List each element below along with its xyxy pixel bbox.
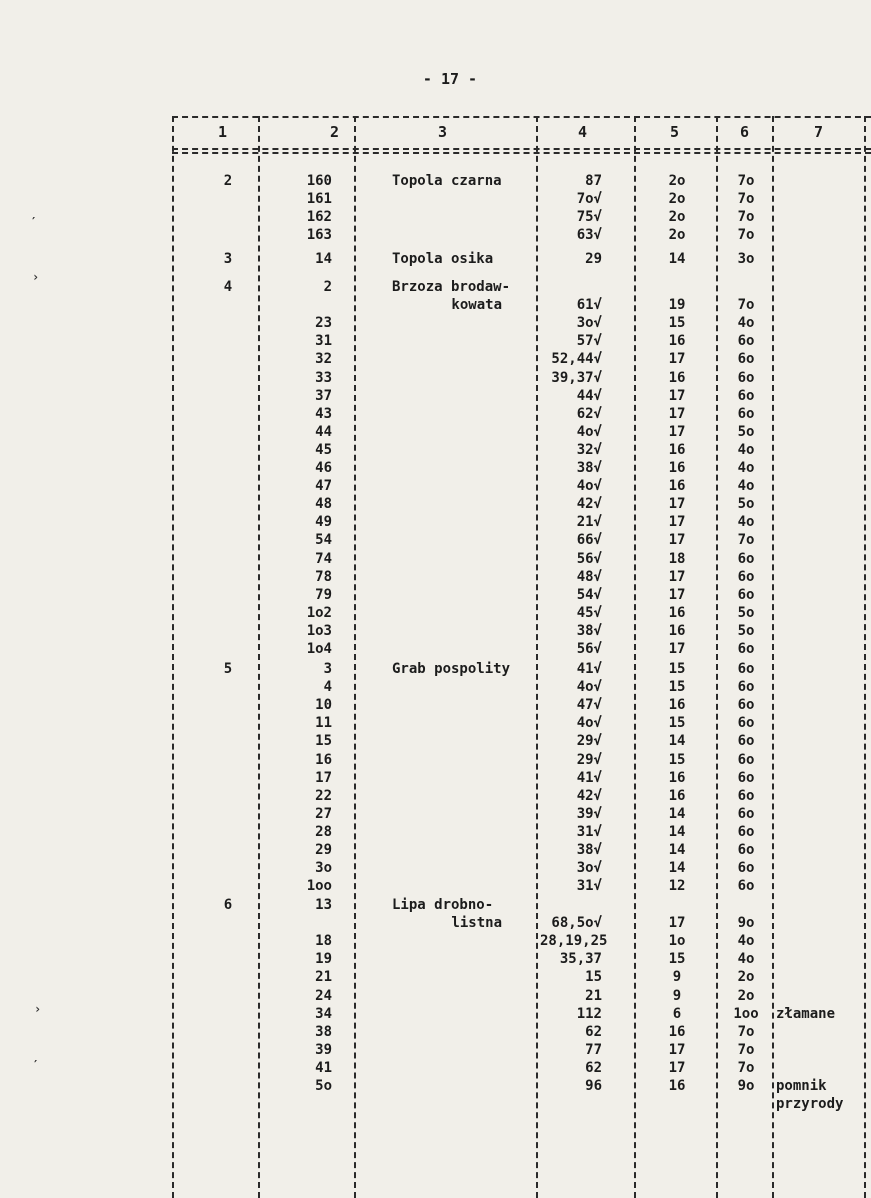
circumference-value: 41√ xyxy=(576,661,602,677)
tree-number: 28 xyxy=(315,823,332,840)
age-value: 4o xyxy=(737,514,755,531)
height-value: 14 xyxy=(668,842,686,858)
tree-number: 1o4 xyxy=(306,641,332,657)
margin-tick: ′ xyxy=(30,215,38,229)
column-divider xyxy=(354,116,356,1198)
column-header: 1 xyxy=(218,123,228,141)
height-value: 17 xyxy=(668,405,686,422)
height-value: 2o xyxy=(668,191,686,208)
circumference-value: 38√ xyxy=(576,460,602,476)
height-value: 2o xyxy=(668,209,686,226)
height-value: 14 xyxy=(668,805,686,822)
height-value: 9 xyxy=(672,987,682,1004)
age-value: 6o xyxy=(737,641,755,657)
height-value: 12 xyxy=(668,878,686,895)
height-value: 16 xyxy=(668,604,686,621)
age-value: 6o xyxy=(737,661,755,677)
tree-number: 34 xyxy=(315,1005,332,1022)
age-value: 6o xyxy=(737,333,755,350)
tree-number: 29 xyxy=(315,842,332,858)
tree-number: 33 xyxy=(315,369,332,386)
circumference-value: 96 xyxy=(585,1078,602,1094)
height-value: 15 xyxy=(668,315,686,332)
height-value: 15 xyxy=(668,751,686,768)
circumference-value: 54√ xyxy=(576,586,602,603)
tree-number: 17 xyxy=(315,769,332,786)
height-value: 9 xyxy=(672,969,682,986)
circumference-value: 4o√ xyxy=(576,679,602,696)
tree-number: 24 xyxy=(315,987,332,1004)
column-header: 3 xyxy=(438,123,448,141)
circumference-value: 87 xyxy=(585,173,602,189)
tree-number: 45 xyxy=(315,441,332,458)
circumference-value: 52,44√ xyxy=(551,351,602,368)
tree-number: 43 xyxy=(315,405,332,422)
remarks-value: przyrody xyxy=(776,1096,844,1113)
age-value: 6o xyxy=(737,823,755,840)
column-header: 5 xyxy=(670,123,680,141)
height-value: 2o xyxy=(668,173,686,189)
height-value: 16 xyxy=(668,1078,686,1094)
column-divider xyxy=(716,116,718,1198)
age-value: 7o xyxy=(737,297,755,314)
age-value: 7o xyxy=(737,1041,755,1058)
circumference-value: 57√ xyxy=(576,333,602,350)
height-value: 16 xyxy=(668,478,686,495)
circumference-value: 39√ xyxy=(576,805,602,822)
age-value: 7o xyxy=(737,173,755,189)
age-value: 6o xyxy=(737,679,755,696)
column-divider xyxy=(634,116,636,1198)
tree-number: 49 xyxy=(315,514,332,531)
tree-number: 74 xyxy=(315,550,332,567)
age-value: 6o xyxy=(737,387,755,404)
height-value: 16 xyxy=(668,622,686,639)
circumference-value: 61√ xyxy=(576,297,602,314)
tree-number: 39 xyxy=(315,1041,332,1058)
header-separator xyxy=(172,148,871,150)
tree-number: 5o xyxy=(315,1078,332,1094)
species-name: Grab pospolity xyxy=(392,661,511,677)
tree-number: 163 xyxy=(306,227,332,244)
height-value: 16 xyxy=(668,769,686,786)
tree-number: 78 xyxy=(315,568,332,585)
circumference-value: 56√ xyxy=(576,550,602,567)
tree-number: 13 xyxy=(315,897,332,913)
tree-number: 11 xyxy=(315,715,332,732)
height-value: 15 xyxy=(668,715,686,732)
species-name: listna xyxy=(451,915,502,932)
circumference-value: 62 xyxy=(585,1059,602,1076)
age-value: 5o xyxy=(737,496,755,513)
height-value: 15 xyxy=(668,951,686,968)
column-divider xyxy=(172,116,174,1198)
height-value: 15 xyxy=(668,661,686,677)
remarks-value: złamane xyxy=(776,1005,836,1022)
circumference-value: 75√ xyxy=(576,209,602,226)
age-value: 5o xyxy=(737,604,755,621)
tree-number: 161 xyxy=(306,191,332,208)
circumference-value: 3o√ xyxy=(576,315,602,332)
group-number: 2 xyxy=(223,173,233,189)
circumference-value: 35,37 xyxy=(559,951,602,968)
age-value: 9o xyxy=(737,915,755,932)
circumference-value: 4o√ xyxy=(576,715,602,732)
height-value: 17 xyxy=(668,532,686,549)
circumference-value: 62 xyxy=(585,1023,602,1040)
circumference-value: 4o√ xyxy=(576,423,602,440)
circumference-value: 29√ xyxy=(576,733,602,750)
tree-number: 41 xyxy=(315,1059,332,1076)
age-value: 6o xyxy=(737,878,755,895)
tree-number: 32 xyxy=(315,351,332,368)
tree-number: 18 xyxy=(315,933,332,950)
circumference-value: 21 xyxy=(585,987,602,1004)
height-value: 17 xyxy=(668,915,686,932)
age-value: 6o xyxy=(737,733,755,750)
height-value: 16 xyxy=(668,369,686,386)
age-value: 7o xyxy=(737,209,755,226)
circumference-value: 48√ xyxy=(576,568,602,585)
age-value: 7o xyxy=(737,1023,755,1040)
margin-tick: ′ xyxy=(32,1058,40,1072)
margin-tick: › xyxy=(32,270,40,284)
age-value: 6o xyxy=(737,586,755,603)
circumference-value: 3o√ xyxy=(576,860,602,877)
height-value: 17 xyxy=(668,496,686,513)
circumference-value: 45√ xyxy=(576,604,602,621)
circumference-value: 4o√ xyxy=(576,478,602,495)
circumference-value: 29√ xyxy=(576,751,602,768)
age-value: 6o xyxy=(737,787,755,804)
circumference-value: 47√ xyxy=(576,697,602,714)
tree-number: 27 xyxy=(315,805,332,822)
tree-number: 46 xyxy=(315,460,332,476)
tree-number: 3o xyxy=(315,860,332,877)
height-value: 17 xyxy=(668,586,686,603)
group-number: 5 xyxy=(223,661,233,677)
tree-number: 1o2 xyxy=(306,604,332,621)
margin-tick: › xyxy=(34,1002,42,1016)
age-value: 6o xyxy=(737,842,755,858)
height-value: 16 xyxy=(668,441,686,458)
age-value: 6o xyxy=(737,769,755,786)
height-value: 17 xyxy=(668,351,686,368)
age-value: 4o xyxy=(737,478,755,495)
circumference-value: 56√ xyxy=(576,641,602,657)
tree-number: 47 xyxy=(315,478,332,495)
circumference-value: 39,37√ xyxy=(551,369,602,386)
height-value: 17 xyxy=(668,1059,686,1076)
tree-number: 10 xyxy=(315,697,332,714)
tree-number: 15 xyxy=(315,733,332,750)
circumference-value: 38√ xyxy=(576,622,602,639)
height-value: 18 xyxy=(668,550,686,567)
age-value: 4o xyxy=(737,951,755,968)
height-value: 14 xyxy=(668,251,686,267)
circumference-value: 42√ xyxy=(576,787,602,804)
group-number: 6 xyxy=(223,897,233,913)
age-value: 5o xyxy=(737,423,755,440)
tree-number: 37 xyxy=(315,387,332,404)
tree-number: 4 xyxy=(323,679,332,696)
height-value: 16 xyxy=(668,787,686,804)
group-number: 4 xyxy=(223,279,233,295)
height-value: 15 xyxy=(668,679,686,696)
age-value: 6o xyxy=(737,860,755,877)
height-value: 1o xyxy=(668,933,686,950)
tree-number: 54 xyxy=(315,532,332,549)
age-value: 4o xyxy=(737,441,755,458)
circumference-value: 21√ xyxy=(576,514,602,531)
tree-number: 21 xyxy=(315,969,332,986)
height-value: 17 xyxy=(668,423,686,440)
age-value: 4o xyxy=(737,460,755,476)
species-name: Topola czarna xyxy=(392,173,502,189)
circumference-value: 29 xyxy=(585,251,602,267)
column-divider xyxy=(864,116,866,1198)
height-value: 16 xyxy=(668,1023,686,1040)
height-value: 14 xyxy=(668,823,686,840)
height-value: 6 xyxy=(672,1005,682,1022)
tree-number: 1oo xyxy=(306,878,332,895)
circumference-value: 7o√ xyxy=(576,191,602,208)
age-value: 7o xyxy=(737,1059,755,1076)
column-header: 7 xyxy=(814,123,824,141)
age-value: 6o xyxy=(737,697,755,714)
tree-number: 79 xyxy=(315,586,332,603)
tree-number: 2 xyxy=(323,279,332,295)
tree-number: 1o3 xyxy=(306,622,332,639)
height-value: 17 xyxy=(668,387,686,404)
age-value: 7o xyxy=(737,532,755,549)
age-value: 6o xyxy=(737,369,755,386)
height-value: 16 xyxy=(668,333,686,350)
age-value: 2o xyxy=(737,969,755,986)
height-value: 17 xyxy=(668,514,686,531)
tree-number: 16 xyxy=(315,751,332,768)
age-value: 7o xyxy=(737,227,755,244)
circumference-value: 31√ xyxy=(576,878,602,895)
species-name: Topola osika xyxy=(392,251,494,267)
age-value: 6o xyxy=(737,715,755,732)
circumference-value: 63√ xyxy=(576,227,602,244)
page-number: - 17 - xyxy=(422,70,478,88)
tree-number: 160 xyxy=(306,173,332,189)
age-value: 3o xyxy=(737,251,755,267)
age-value: 6o xyxy=(737,568,755,585)
column-header: 6 xyxy=(740,123,750,141)
tree-number: 19 xyxy=(315,951,332,968)
column-header: 2 xyxy=(330,123,340,141)
circumference-value: 41√ xyxy=(576,769,602,786)
circumference-value: 28,19,25 xyxy=(540,933,608,950)
table-top-border xyxy=(172,116,871,118)
header-separator-2 xyxy=(172,152,871,154)
circumference-value: 77 xyxy=(585,1041,602,1058)
height-value: 17 xyxy=(668,1041,686,1058)
age-value: 7o xyxy=(737,191,755,208)
circumference-value: 62√ xyxy=(576,405,602,422)
height-value: 16 xyxy=(668,697,686,714)
circumference-value: 66√ xyxy=(576,532,602,549)
age-value: 2o xyxy=(737,987,755,1004)
species-name: kowata xyxy=(451,297,502,314)
height-value: 17 xyxy=(668,641,686,657)
age-value: 4o xyxy=(737,933,755,950)
column-header: 4 xyxy=(578,123,588,141)
height-value: 17 xyxy=(668,568,686,585)
tree-number: 3 xyxy=(323,661,332,677)
circumference-value: 32√ xyxy=(576,441,602,458)
age-value: 6o xyxy=(737,805,755,822)
tree-number: 14 xyxy=(315,251,332,267)
age-value: 4o xyxy=(737,315,755,332)
circumference-value: 15 xyxy=(585,969,602,986)
circumference-value: 38√ xyxy=(576,842,602,858)
tree-number: 48 xyxy=(315,496,332,513)
height-value: 14 xyxy=(668,733,686,750)
height-value: 2o xyxy=(668,227,686,244)
tree-number: 162 xyxy=(306,209,332,226)
age-value: 1oo xyxy=(733,1005,759,1022)
age-value: 6o xyxy=(737,751,755,768)
tree-number: 44 xyxy=(315,423,332,440)
species-name: Brzoza brodaw- xyxy=(392,279,511,295)
circumference-value: 44√ xyxy=(576,387,602,404)
column-divider xyxy=(772,116,774,1198)
age-value: 9o xyxy=(737,1078,755,1094)
tree-number: 38 xyxy=(315,1023,332,1040)
age-value: 6o xyxy=(737,405,755,422)
tree-number: 22 xyxy=(315,787,332,804)
age-value: 6o xyxy=(737,351,755,368)
circumference-value: 42√ xyxy=(576,496,602,513)
height-value: 16 xyxy=(668,460,686,476)
height-value: 14 xyxy=(668,860,686,877)
circumference-value: 68,5o√ xyxy=(551,915,602,932)
height-value: 19 xyxy=(668,297,686,314)
species-name: Lipa drobno- xyxy=(392,897,494,913)
age-value: 6o xyxy=(737,550,755,567)
circumference-value: 112 xyxy=(576,1005,602,1022)
remarks-value: pomnik xyxy=(776,1078,827,1094)
circumference-value: 31√ xyxy=(576,823,602,840)
age-value: 5o xyxy=(737,622,755,639)
tree-number: 31 xyxy=(315,333,332,350)
tree-number: 23 xyxy=(315,315,332,332)
group-number: 3 xyxy=(223,251,233,267)
